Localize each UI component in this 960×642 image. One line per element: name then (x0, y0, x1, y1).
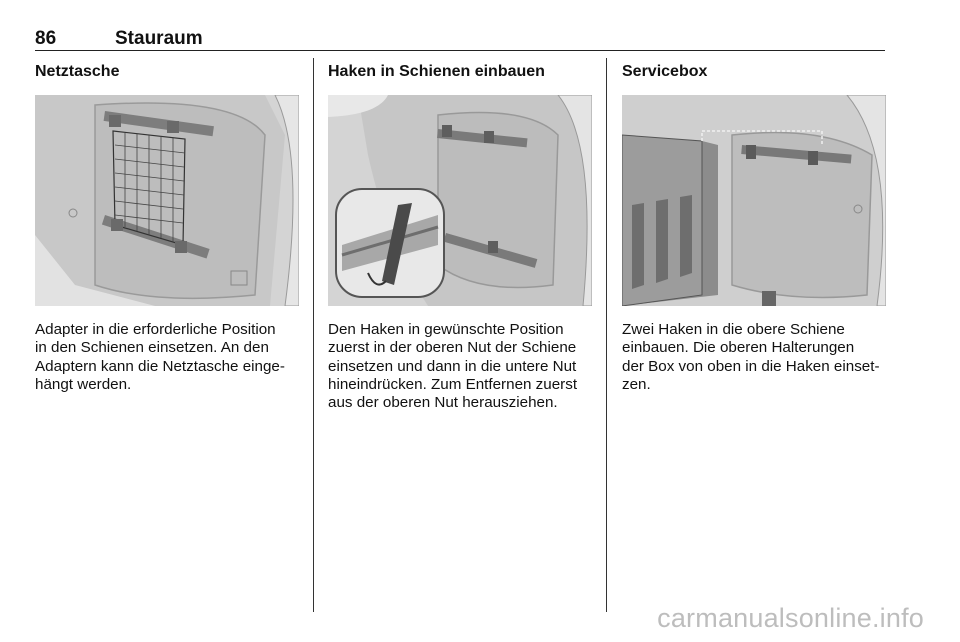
section-body: Adapter in die erforderliche Position in den Schienen einsetzen. An den Adaptern kann die Netztasche einge- hängt werden. (35, 321, 285, 393)
section-body: Zwei Haken in die obere Schiene einbauen. Die oberen Halterungen der Box von oben in die Haken einset- zen. (622, 321, 880, 393)
section-netztasche (35, 60, 299, 394)
column-divider (606, 58, 607, 612)
column-divider (313, 58, 314, 612)
section-title: Servicebox (622, 63, 708, 80)
section-haken (328, 60, 592, 412)
section-servicebox (622, 60, 886, 394)
page-number: 86 (35, 28, 57, 49)
page-header (35, 26, 885, 51)
netztasche-illustration (35, 95, 299, 306)
watermark: carmanualsonline.info (657, 603, 924, 633)
servicebox-illustration (622, 95, 886, 306)
chapter-title: Stauraum (115, 28, 203, 49)
section-body: Den Haken in gewünschte Position zuerst in der oberen Nut der Schiene einsetzen und dann in die untere Nut hineindrücken. Zum Entfernen zuerst aus der oberen Nut herausziehen. (328, 321, 578, 412)
section-title: Haken in Schienen einbauen (328, 63, 545, 80)
section-title: Netztasche (35, 63, 120, 80)
haken-illustration (328, 95, 592, 306)
